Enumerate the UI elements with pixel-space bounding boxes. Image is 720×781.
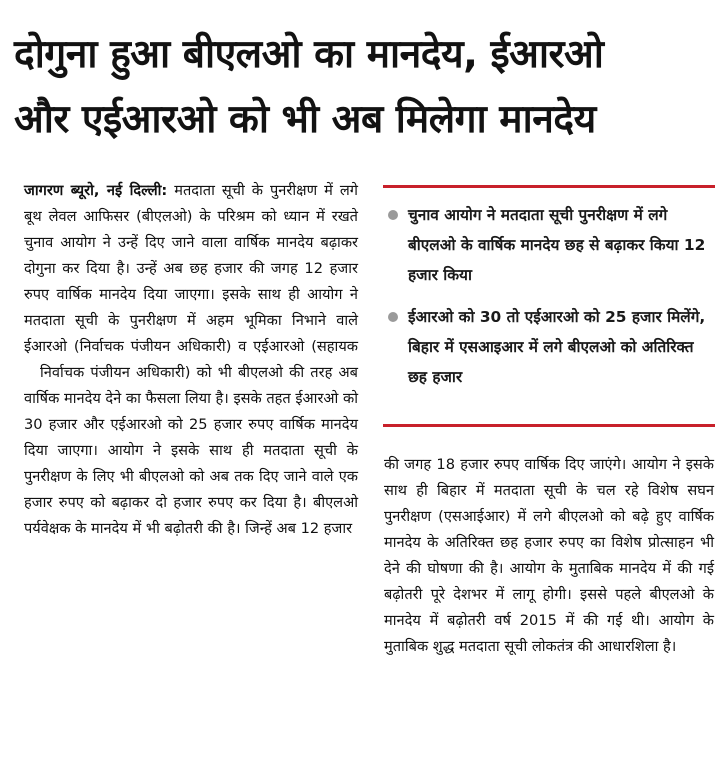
dateline: जागरण ब्यूरो, नई दिल्ली: <box>24 182 168 199</box>
headline-line-2: और एईआरओ को भी अब मिलेगा मानदेय <box>14 97 596 142</box>
highlight-bottom-rule <box>383 424 715 427</box>
highlights-box <box>384 200 714 404</box>
article-column-left <box>24 178 358 542</box>
bullet-icon <box>388 312 398 322</box>
highlight-item <box>384 302 714 392</box>
article-paragraph-3: की जगह 18 हजार रुपए वार्षिक दिए जाएंगे। आयोग ने इसके साथ ही बिहार में मतदाता सूची के चल रहे विशेष सघन पुनरीक्षण (एसआईआर) में लगे बीएलओ को बढ़े हुए वार्षिक मानदेय के अतिरिक्त छह हजार रुपए का विशेष प्रोत्साहन भी देने की घोषणा की है। आयोग के मुताबिक मानदेय में की गई बढ़ोतरी पूरे देशभर में लागू होगी। इससे पहले बीएलओ के मानदेय में बढ़ोतरी वर्ष 2015 में की गई थी। आयोग के मुताबिक शुद्ध मतदाता सूची लोकतंत्र की आधारशिला है। <box>384 456 714 655</box>
article-paragraph-2: निर्वाचक पंजीयन अधिकारी) को भी बीएलओ की तरह अब वार्षिक मानदेय देने का फैसला लिया है। इसके तहत ईआरओ को 30 हजार और एईआरओ को 25 हजार रुपए वार्षिक मानदेय दिया जाएगा। आयोग ने इसके साथ ही मतदाता सूची के पुनरीक्षण के लिए भी बीएलओ को अब तक दिए जाने वाले एक हजार रुपए को बढ़ाकर दो हजार रुपए कर दिया है। बीएलओ पर्यवेक्षक के मानदेय में भी बढ़ोतरी की है। जिन्हें अब 12 हजार <box>24 364 358 537</box>
article-paragraph-1-text: मतदाता सूची के पुनरीक्षण में लगे बूथ लेवल आफिसर (बीएलओ) के परिश्रम को ध्यान में रखते चुनाव आयोग ने उन्हें दिए जाने वाला वार्षिक मानदेय बढ़ाकर दोगुना कर दिया है। उन्हें अब छह हजार की जगह 12 हजार रुपए वार्षिक मानदेय दिया जाएगा। इसके साथ ही आयोग ने मतदाता सूची के पुनरीक्षण में अहम भूमिका निभाने वाले ईआरओ (निर्वाचक पंजीयन अधिकारी) व एईआरओ (सहायक <box>24 182 359 355</box>
highlight-top-rule <box>383 185 715 188</box>
article-paragraph-1 <box>24 178 358 360</box>
highlight-text: ईआरओ को 30 तो एईआरओ को 25 हजार मिलेंगे, बिहार में एसआइआर में लगे बीएलओ को अतिरिक्त छह हजार <box>408 308 706 386</box>
highlight-text: चुनाव आयोग ने मतदाता सूची पुनरीक्षण में लगे बीएलओ के वार्षिक मानदेय छह से बढ़ाकर किया 12 हजार किया <box>408 206 706 284</box>
headline-line-1: दोगुना हुआ बीएलओ का मानदेय, ईआरओ <box>14 32 604 77</box>
highlight-item <box>384 200 714 290</box>
headline <box>14 22 708 152</box>
article-column-right <box>384 452 714 660</box>
bullet-icon <box>388 210 398 220</box>
